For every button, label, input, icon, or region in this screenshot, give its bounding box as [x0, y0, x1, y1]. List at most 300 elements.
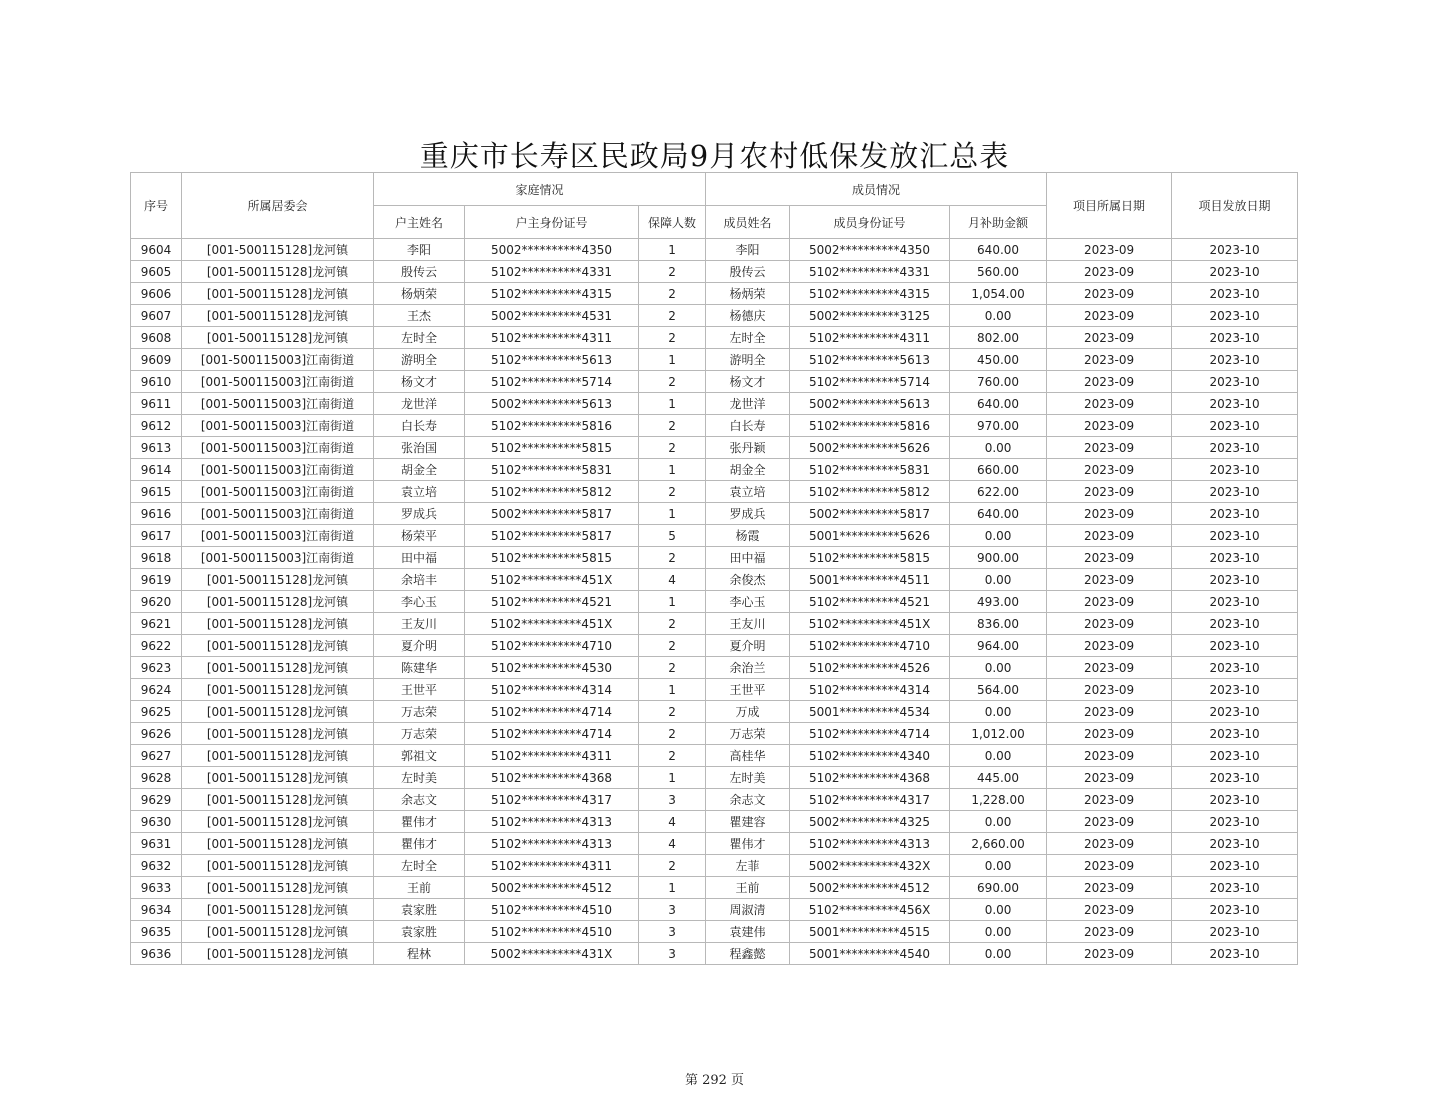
project-date-cell: 2023-09: [1047, 657, 1172, 679]
head-name-cell: 余志文: [374, 789, 465, 811]
project-date-cell: 2023-09: [1047, 459, 1172, 481]
monthly-subsidy-cell: 0.00: [950, 745, 1047, 767]
covered-count-cell: 1: [639, 591, 706, 613]
seq-cell: 9612: [131, 415, 182, 437]
issue-date-cell: 2023-10: [1172, 877, 1298, 899]
monthly-subsidy-cell: 2,660.00: [950, 833, 1047, 855]
member-name-cell: 胡金全: [706, 459, 790, 481]
issue-date-cell: 2023-10: [1172, 261, 1298, 283]
member-id-cell: 5102**********5812: [790, 481, 950, 503]
monthly-subsidy-cell: 1,054.00: [950, 283, 1047, 305]
project-date-cell: 2023-09: [1047, 525, 1172, 547]
issue-date-cell: 2023-10: [1172, 349, 1298, 371]
committee-cell: [001-500115003]江南街道: [182, 547, 374, 569]
monthly-subsidy-cell: 964.00: [950, 635, 1047, 657]
member-id-cell: 5002**********3125: [790, 305, 950, 327]
member-id-cell: 5102**********5816: [790, 415, 950, 437]
covered-count-cell: 1: [639, 503, 706, 525]
head-name-cell: 游明全: [374, 349, 465, 371]
head-name-cell: 殷传云: [374, 261, 465, 283]
member-name-cell: 李阳: [706, 239, 790, 261]
member-name-cell: 白长寿: [706, 415, 790, 437]
member-id-cell: 5002**********4512: [790, 877, 950, 899]
table-row: [131, 459, 1298, 481]
covered-count-cell: 5: [639, 525, 706, 547]
monthly-subsidy-cell: 0.00: [950, 525, 1047, 547]
project-date-cell: 2023-09: [1047, 569, 1172, 591]
member-id-cell: 5002**********4325: [790, 811, 950, 833]
member-id-cell: 5102**********456X: [790, 899, 950, 921]
monthly-subsidy-cell: 1,012.00: [950, 723, 1047, 745]
covered-count-cell: 3: [639, 899, 706, 921]
table-row: [131, 723, 1298, 745]
page-title: 重庆市长寿区民政局9月农村低保发放汇总表: [419, 139, 1010, 173]
member-name-cell: 程鑫懿: [706, 943, 790, 965]
committee-cell: [001-500115128]龙河镇: [182, 921, 374, 943]
head-name-cell: 万志荣: [374, 701, 465, 723]
member-name-cell: 高桂华: [706, 745, 790, 767]
head-name-cell: 张治国: [374, 437, 465, 459]
committee-cell: [001-500115128]龙河镇: [182, 811, 374, 833]
table-row: [131, 613, 1298, 635]
head-id-cell: 5102**********5815: [465, 547, 639, 569]
project-date-cell: 2023-09: [1047, 415, 1172, 437]
committee-cell: [001-500115128]龙河镇: [182, 283, 374, 305]
covered-count-cell: 2: [639, 305, 706, 327]
issue-date-cell: 2023-10: [1172, 943, 1298, 965]
committee-cell: [001-500115128]龙河镇: [182, 789, 374, 811]
member-id-cell: 5001**********5626: [790, 525, 950, 547]
head-id-cell: 5102**********4368: [465, 767, 639, 789]
member-id-cell: 5102**********4315: [790, 283, 950, 305]
head-name-cell: 左时全: [374, 855, 465, 877]
head-name-cell: 左时全: [374, 327, 465, 349]
head-name-cell: 杨炳荣: [374, 283, 465, 305]
monthly-subsidy-cell: 0.00: [950, 657, 1047, 679]
seq-cell: 9621: [131, 613, 182, 635]
member-id-cell: 5102**********4314: [790, 679, 950, 701]
project-date-cell: 2023-09: [1047, 921, 1172, 943]
issue-date-cell: 2023-10: [1172, 305, 1298, 327]
member-name-cell: 游明全: [706, 349, 790, 371]
seq-cell: 9628: [131, 767, 182, 789]
seq-cell: 9617: [131, 525, 182, 547]
seq-cell: 9613: [131, 437, 182, 459]
member-id-cell: 5102**********5815: [790, 547, 950, 569]
head-id-cell: 5102**********5815: [465, 437, 639, 459]
table-row: [131, 899, 1298, 921]
member-id-cell: 5102**********4317: [790, 789, 950, 811]
committee-cell: [001-500115128]龙河镇: [182, 833, 374, 855]
head-id-cell: 5002**********4350: [465, 239, 639, 261]
committee-cell: [001-500115128]龙河镇: [182, 679, 374, 701]
covered-count-cell: 2: [639, 415, 706, 437]
issue-date-cell: 2023-10: [1172, 239, 1298, 261]
project-date-cell: 2023-09: [1047, 635, 1172, 657]
monthly-subsidy-cell: 0.00: [950, 811, 1047, 833]
project-date-cell: 2023-09: [1047, 591, 1172, 613]
table-body: [131, 239, 1298, 965]
member-name-cell: 瞿伟才: [706, 833, 790, 855]
member-id-cell: 5102**********5714: [790, 371, 950, 393]
monthly-subsidy-cell: 970.00: [950, 415, 1047, 437]
committee-cell: [001-500115003]江南街道: [182, 371, 374, 393]
issue-date-cell: 2023-10: [1172, 745, 1298, 767]
head-name-cell: 陈建华: [374, 657, 465, 679]
table-row: [131, 305, 1298, 327]
member-name-cell: 余俊杰: [706, 569, 790, 591]
project-date-cell: 2023-09: [1047, 371, 1172, 393]
project-date-cell: 2023-09: [1047, 481, 1172, 503]
committee-cell: [001-500115128]龙河镇: [182, 745, 374, 767]
seq-cell: 9604: [131, 239, 182, 261]
head-name-cell: 李阳: [374, 239, 465, 261]
table-row: [131, 833, 1298, 855]
table-row: [131, 745, 1298, 767]
member-name-cell: 余治兰: [706, 657, 790, 679]
project-date-cell: 2023-09: [1047, 811, 1172, 833]
covered-count-cell: 4: [639, 811, 706, 833]
project-date-cell: 2023-09: [1047, 723, 1172, 745]
monthly-subsidy-cell: 0.00: [950, 305, 1047, 327]
member-name-cell: 李心玉: [706, 591, 790, 613]
seq-cell: 9625: [131, 701, 182, 723]
project-date-cell: 2023-09: [1047, 547, 1172, 569]
covered-count-cell: 2: [639, 261, 706, 283]
table-row: [131, 349, 1298, 371]
seq-cell: 9622: [131, 635, 182, 657]
project-date-cell: 2023-09: [1047, 261, 1172, 283]
monthly-subsidy-cell: 493.00: [950, 591, 1047, 613]
seq-cell: 9635: [131, 921, 182, 943]
monthly-subsidy-cell: 640.00: [950, 393, 1047, 415]
member-id-cell: 5002**********5817: [790, 503, 950, 525]
seq-cell: 9619: [131, 569, 182, 591]
project-date-cell: 2023-09: [1047, 767, 1172, 789]
covered-count-cell: 2: [639, 657, 706, 679]
issue-date-cell: 2023-10: [1172, 459, 1298, 481]
member-name-cell: 周淑清: [706, 899, 790, 921]
issue-date-cell: 2023-10: [1172, 327, 1298, 349]
table-row: [131, 415, 1298, 437]
issue-date-cell: 2023-10: [1172, 657, 1298, 679]
seq-cell: 9624: [131, 679, 182, 701]
committee-cell: [001-500115003]江南街道: [182, 437, 374, 459]
member-id-cell: 5102**********4311: [790, 327, 950, 349]
member-name-cell: 余志文: [706, 789, 790, 811]
committee-cell: [001-500115128]龙河镇: [182, 261, 374, 283]
committee-cell: [001-500115003]江南街道: [182, 459, 374, 481]
covered-count-cell: 3: [639, 789, 706, 811]
head-id-cell: 5002**********4512: [465, 877, 639, 899]
page-number: 第 292 页: [684, 1073, 745, 1088]
member-name-cell: 杨文才: [706, 371, 790, 393]
issue-date-cell: 2023-10: [1172, 481, 1298, 503]
issue-date-cell: 2023-10: [1172, 437, 1298, 459]
header-issue-date: 项目发放日期: [1172, 173, 1298, 239]
head-name-cell: 瞿伟才: [374, 811, 465, 833]
head-name-cell: 余培丰: [374, 569, 465, 591]
committee-cell: [001-500115128]龙河镇: [182, 305, 374, 327]
committee-cell: [001-500115128]龙河镇: [182, 855, 374, 877]
header-committee: 所属居委会: [182, 173, 374, 239]
seq-cell: 9634: [131, 899, 182, 921]
project-date-cell: 2023-09: [1047, 943, 1172, 965]
head-id-cell: 5102**********4510: [465, 921, 639, 943]
covered-count-cell: 2: [639, 723, 706, 745]
seq-cell: 9626: [131, 723, 182, 745]
committee-cell: [001-500115128]龙河镇: [182, 723, 374, 745]
seq-cell: 9611: [131, 393, 182, 415]
head-name-cell: 王友川: [374, 613, 465, 635]
committee-cell: [001-500115128]龙河镇: [182, 327, 374, 349]
issue-date-cell: 2023-10: [1172, 679, 1298, 701]
head-id-cell: 5102**********4331: [465, 261, 639, 283]
seq-cell: 9605: [131, 261, 182, 283]
member-name-cell: 龙世洋: [706, 393, 790, 415]
head-id-cell: 5102**********451X: [465, 613, 639, 635]
member-name-cell: 殷传云: [706, 261, 790, 283]
project-date-cell: 2023-09: [1047, 679, 1172, 701]
table-row: [131, 921, 1298, 943]
committee-cell: [001-500115128]龙河镇: [182, 635, 374, 657]
committee-cell: [001-500115128]龙河镇: [182, 591, 374, 613]
monthly-subsidy-cell: 760.00: [950, 371, 1047, 393]
project-date-cell: 2023-09: [1047, 855, 1172, 877]
seq-cell: 9632: [131, 855, 182, 877]
issue-date-cell: 2023-10: [1172, 899, 1298, 921]
member-name-cell: 左时全: [706, 327, 790, 349]
head-id-cell: 5102**********5831: [465, 459, 639, 481]
issue-date-cell: 2023-10: [1172, 569, 1298, 591]
issue-date-cell: 2023-10: [1172, 701, 1298, 723]
head-id-cell: 5102**********4317: [465, 789, 639, 811]
issue-date-cell: 2023-10: [1172, 503, 1298, 525]
seq-cell: 9614: [131, 459, 182, 481]
table-row: [131, 943, 1298, 965]
head-id-cell: 5002**********5817: [465, 503, 639, 525]
monthly-subsidy-cell: 0.00: [950, 701, 1047, 723]
member-id-cell: 5102**********4710: [790, 635, 950, 657]
covered-count-cell: 1: [639, 679, 706, 701]
member-id-cell: 5102**********4313: [790, 833, 950, 855]
seq-cell: 9620: [131, 591, 182, 613]
table-row: [131, 371, 1298, 393]
covered-count-cell: 3: [639, 921, 706, 943]
seq-cell: 9609: [131, 349, 182, 371]
head-name-cell: 田中福: [374, 547, 465, 569]
covered-count-cell: 1: [639, 877, 706, 899]
head-name-cell: 袁家胜: [374, 921, 465, 943]
committee-cell: [001-500115003]江南街道: [182, 349, 374, 371]
table-row: [131, 503, 1298, 525]
header-head-id: 户主身份证号: [465, 206, 639, 239]
head-name-cell: 龙世洋: [374, 393, 465, 415]
head-id-cell: 5102**********4311: [465, 327, 639, 349]
head-id-cell: 5102**********5613: [465, 349, 639, 371]
monthly-subsidy-cell: 0.00: [950, 569, 1047, 591]
table-row: [131, 393, 1298, 415]
member-name-cell: 万成: [706, 701, 790, 723]
project-date-cell: 2023-09: [1047, 701, 1172, 723]
project-date-cell: 2023-09: [1047, 393, 1172, 415]
project-date-cell: 2023-09: [1047, 899, 1172, 921]
head-name-cell: 杨荣平: [374, 525, 465, 547]
issue-date-cell: 2023-10: [1172, 415, 1298, 437]
table-row: [131, 327, 1298, 349]
head-name-cell: 白长寿: [374, 415, 465, 437]
committee-cell: [001-500115003]江南街道: [182, 393, 374, 415]
table-header: [131, 173, 1298, 239]
project-date-cell: 2023-09: [1047, 613, 1172, 635]
issue-date-cell: 2023-10: [1172, 921, 1298, 943]
table-row: [131, 701, 1298, 723]
member-id-cell: 5102**********5831: [790, 459, 950, 481]
monthly-subsidy-cell: 450.00: [950, 349, 1047, 371]
table-row: [131, 635, 1298, 657]
seq-cell: 9627: [131, 745, 182, 767]
table-row: [131, 547, 1298, 569]
monthly-subsidy-cell: 622.00: [950, 481, 1047, 503]
issue-date-cell: 2023-10: [1172, 855, 1298, 877]
head-name-cell: 王前: [374, 877, 465, 899]
header-seq: 序号: [131, 173, 182, 239]
covered-count-cell: 2: [639, 635, 706, 657]
covered-count-cell: 3: [639, 943, 706, 965]
member-id-cell: 5001**********4540: [790, 943, 950, 965]
table-row: [131, 481, 1298, 503]
head-name-cell: 瞿伟才: [374, 833, 465, 855]
head-id-cell: 5102**********451X: [465, 569, 639, 591]
member-name-cell: 万志荣: [706, 723, 790, 745]
head-id-cell: 5102**********4710: [465, 635, 639, 657]
seq-cell: 9633: [131, 877, 182, 899]
monthly-subsidy-cell: 0.00: [950, 921, 1047, 943]
head-name-cell: 万志荣: [374, 723, 465, 745]
head-id-cell: 5102**********4315: [465, 283, 639, 305]
issue-date-cell: 2023-10: [1172, 767, 1298, 789]
committee-cell: [001-500115003]江南街道: [182, 503, 374, 525]
project-date-cell: 2023-09: [1047, 327, 1172, 349]
table-row: [131, 525, 1298, 547]
monthly-subsidy-cell: 445.00: [950, 767, 1047, 789]
monthly-subsidy-cell: 640.00: [950, 239, 1047, 261]
head-id-cell: 5102**********5812: [465, 481, 639, 503]
head-id-cell: 5102**********4714: [465, 723, 639, 745]
covered-count-cell: 2: [639, 371, 706, 393]
header-member-name: 成员姓名: [706, 206, 790, 239]
monthly-subsidy-cell: 836.00: [950, 613, 1047, 635]
committee-cell: [001-500115128]龙河镇: [182, 239, 374, 261]
seq-cell: 9606: [131, 283, 182, 305]
project-date-cell: 2023-09: [1047, 503, 1172, 525]
committee-cell: [001-500115128]龙河镇: [182, 569, 374, 591]
project-date-cell: 2023-09: [1047, 437, 1172, 459]
member-id-cell: 5102**********4526: [790, 657, 950, 679]
head-id-cell: 5002**********4531: [465, 305, 639, 327]
table-row: [131, 811, 1298, 833]
member-id-cell: 5002**********4350: [790, 239, 950, 261]
monthly-subsidy-cell: 560.00: [950, 261, 1047, 283]
issue-date-cell: 2023-10: [1172, 613, 1298, 635]
table-row: [131, 283, 1298, 305]
covered-count-cell: 1: [639, 393, 706, 415]
seq-cell: 9623: [131, 657, 182, 679]
issue-date-cell: 2023-10: [1172, 723, 1298, 745]
monthly-subsidy-cell: 0.00: [950, 943, 1047, 965]
member-name-cell: 袁建伟: [706, 921, 790, 943]
covered-count-cell: 1: [639, 767, 706, 789]
committee-cell: [001-500115128]龙河镇: [182, 899, 374, 921]
head-name-cell: 王杰: [374, 305, 465, 327]
head-name-cell: 杨文才: [374, 371, 465, 393]
head-id-cell: 5102**********5816: [465, 415, 639, 437]
head-id-cell: 5102**********5714: [465, 371, 639, 393]
covered-count-cell: 1: [639, 239, 706, 261]
seq-cell: 9618: [131, 547, 182, 569]
header-family-group: 家庭情况: [374, 173, 706, 206]
covered-count-cell: 2: [639, 745, 706, 767]
head-name-cell: 胡金全: [374, 459, 465, 481]
member-name-cell: 左时美: [706, 767, 790, 789]
covered-count-cell: 1: [639, 349, 706, 371]
committee-cell: [001-500115128]龙河镇: [182, 701, 374, 723]
table-row: [131, 679, 1298, 701]
issue-date-cell: 2023-10: [1172, 591, 1298, 613]
member-name-cell: 左菲: [706, 855, 790, 877]
member-id-cell: 5001**********4511: [790, 569, 950, 591]
header-member-group: 成员情况: [706, 173, 1047, 206]
head-name-cell: 袁立培: [374, 481, 465, 503]
head-id-cell: 5102**********4314: [465, 679, 639, 701]
head-name-cell: 程林: [374, 943, 465, 965]
head-id-cell: 5102**********4510: [465, 899, 639, 921]
member-name-cell: 王友川: [706, 613, 790, 635]
issue-date-cell: 2023-10: [1172, 283, 1298, 305]
head-id-cell: 5102**********5817: [465, 525, 639, 547]
committee-cell: [001-500115128]龙河镇: [182, 613, 374, 635]
project-date-cell: 2023-09: [1047, 789, 1172, 811]
committee-cell: [001-500115003]江南街道: [182, 525, 374, 547]
member-name-cell: 瞿建容: [706, 811, 790, 833]
committee-cell: [001-500115128]龙河镇: [182, 877, 374, 899]
issue-date-cell: 2023-10: [1172, 635, 1298, 657]
issue-date-cell: 2023-10: [1172, 525, 1298, 547]
member-id-cell: 5102**********4368: [790, 767, 950, 789]
table-row: [131, 877, 1298, 899]
issue-date-cell: 2023-10: [1172, 547, 1298, 569]
table-row: [131, 657, 1298, 679]
project-date-cell: 2023-09: [1047, 877, 1172, 899]
issue-date-cell: 2023-10: [1172, 811, 1298, 833]
committee-cell: [001-500115003]江南街道: [182, 481, 374, 503]
head-id-cell: 5102**********4313: [465, 833, 639, 855]
table-row: [131, 569, 1298, 591]
member-id-cell: 5002**********5626: [790, 437, 950, 459]
committee-cell: [001-500115128]龙河镇: [182, 943, 374, 965]
head-name-cell: 左时美: [374, 767, 465, 789]
monthly-subsidy-cell: 0.00: [950, 855, 1047, 877]
monthly-subsidy-cell: 564.00: [950, 679, 1047, 701]
member-name-cell: 杨德庆: [706, 305, 790, 327]
head-id-cell: 5002**********431X: [465, 943, 639, 965]
table-row: [131, 789, 1298, 811]
head-name-cell: 郭祖文: [374, 745, 465, 767]
monthly-subsidy-cell: 1,228.00: [950, 789, 1047, 811]
head-id-cell: 5102**********4311: [465, 745, 639, 767]
covered-count-cell: 2: [639, 701, 706, 723]
head-name-cell: 王世平: [374, 679, 465, 701]
